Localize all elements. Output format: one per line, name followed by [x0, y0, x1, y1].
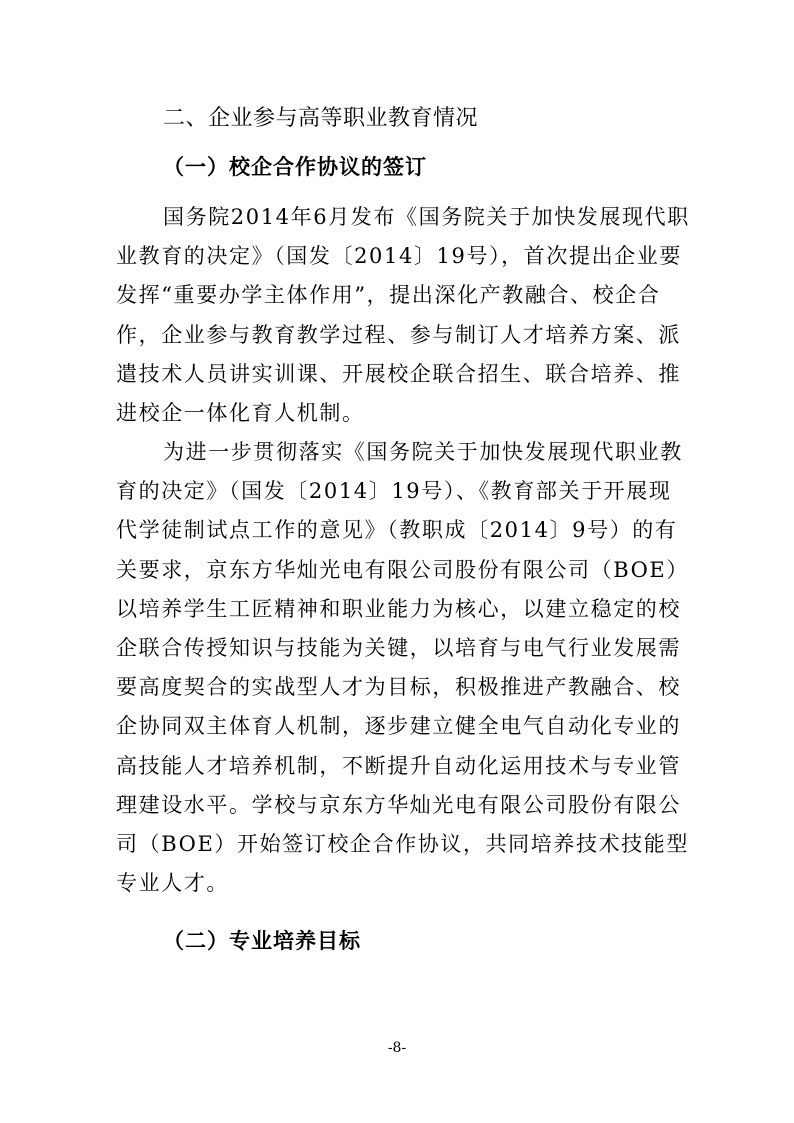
- paragraph-line: 发挥“重要办学主体作用”，提出深化产教融合、校企合: [116, 283, 661, 308]
- paragraph-line: 国务院2014年6月发布《国务院关于加快发展现代职: [163, 205, 690, 229]
- paragraph-line: 企协同双主体育人机制，逐步建立健全电气自动化专业的: [116, 714, 681, 739]
- paragraph-line: 育的决定》（国发〔2014〕19号）、《教育部关于开展现: [116, 479, 672, 504]
- section-title-1: （一）校企合作协议的签订: [163, 155, 427, 179]
- paragraph-line: 司（BOE）开始签订校企合作协议，共同培养技术技能型: [116, 831, 689, 856]
- paragraph-line: 作，企业参与教育教学过程、参与制订人才培养方案、派: [116, 322, 681, 347]
- paragraph-1: [116, 198, 690, 433]
- paragraph-line: 企联合传授知识与技能为关键，以培育与电气行业发展需: [116, 635, 681, 660]
- section-title-2: （二）专业培养目标: [163, 929, 361, 953]
- paragraph-line: 要高度契合的实战型人才为目标，积极推进产教融合、校: [116, 675, 681, 700]
- paragraph-line: 遣技术人员讲实训课、开展校企联合招生、联合培养、推: [116, 361, 681, 386]
- page-number: -8-: [387, 1040, 407, 1056]
- paragraph-line: 高技能人才培养机制，不断提升自动化运用技术与专业管: [116, 753, 681, 778]
- paragraph-line: 理建设水平。学校与京东方华灿光电有限公司股份有限公: [116, 792, 681, 817]
- chapter-heading: 二、企业参与高等职业教育情况: [163, 106, 479, 131]
- paragraph-line: 业教育的决定》（国发〔2014〕19号），首次提出企业要: [116, 244, 682, 269]
- paragraph-line: 为进一步贯彻落实《国务院关于加快发展现代职业教: [163, 440, 683, 464]
- paragraph-2: [116, 433, 689, 903]
- paragraph-line: 进校企一体化育人机制。: [116, 400, 365, 425]
- paragraph-line: 专业人才。: [116, 871, 229, 896]
- paragraph-line: 以培养学生工匠精神和职业能力为核心，以建立稳定的校: [116, 596, 681, 621]
- paragraph-line: 关要求，京东方华灿光电有限公司股份有限公司（BOE）: [116, 557, 689, 582]
- paragraph-line: 代学徒制试点工作的意见》（教职成〔2014〕9号）的有: [116, 518, 678, 543]
